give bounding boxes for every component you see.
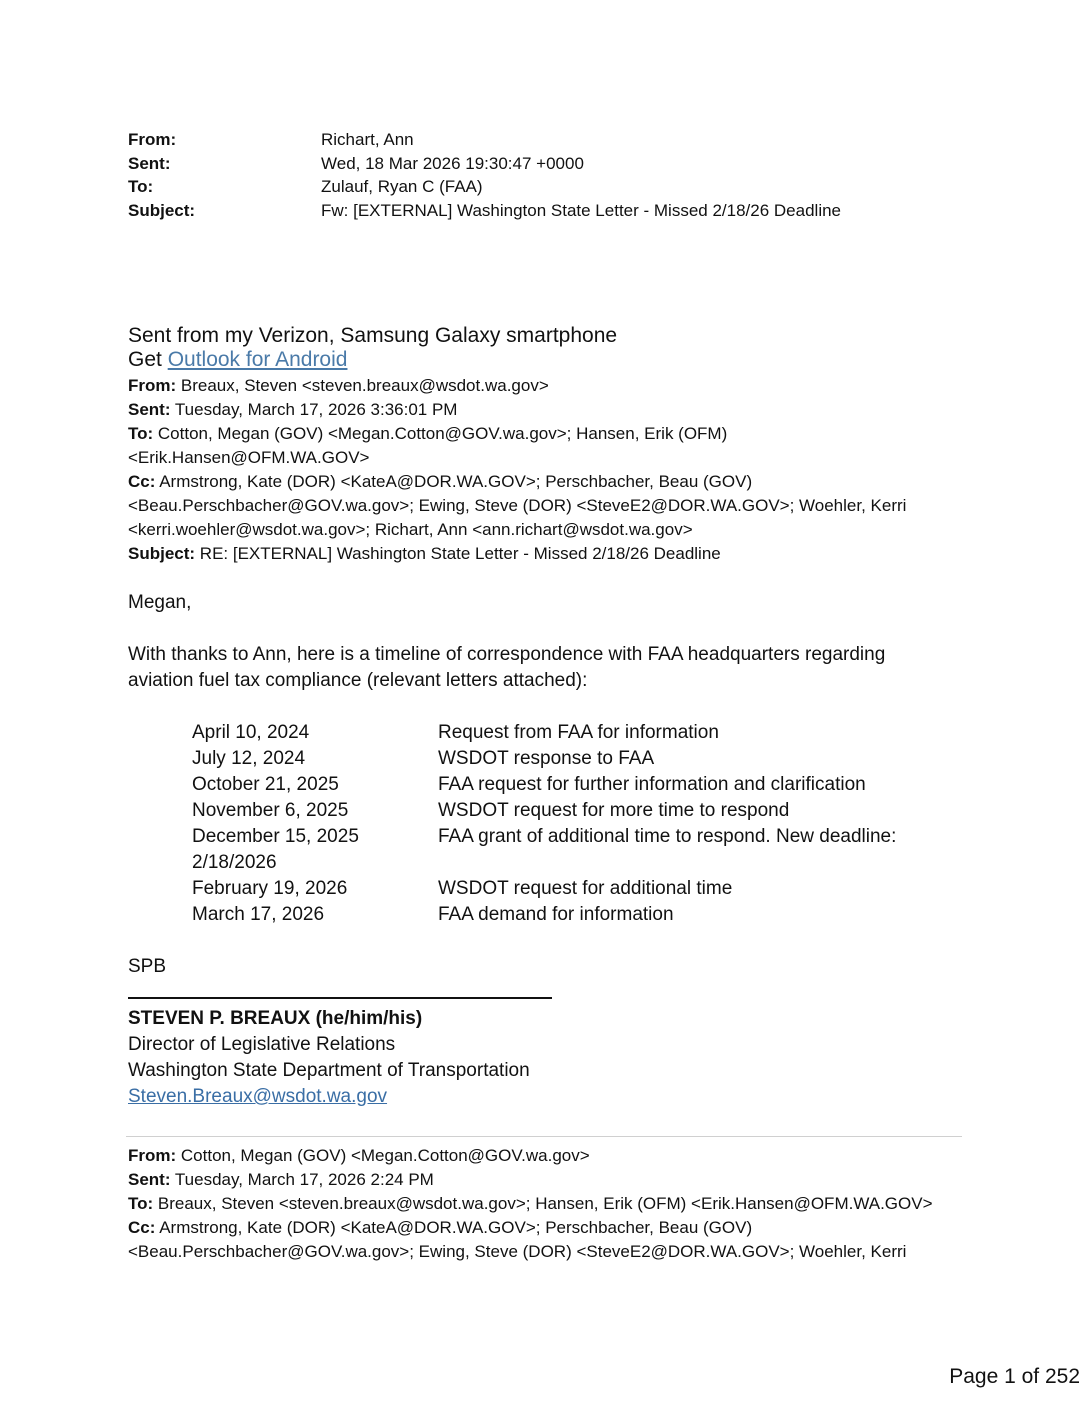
timeline-table [192,720,952,928]
signature-email-link[interactable]: Steven.Breaux@wsdot.wa.gov [128,1086,388,1107]
header-from-row [128,130,1028,154]
mobile-sent-line: Sent from my Verizon, Samsung Galaxy smartphone [128,324,618,347]
msg2-cc-label: Cc: [128,1218,156,1237]
msg1-to-line [128,422,768,470]
subject-label: Subject: [128,200,196,220]
msg1-subject-value: RE: [EXTERNAL] Washington State Letter - Missed 2/18/26 Deadline [195,544,721,563]
msg2-to-value: Breaux, Steven <steven.breaux@wsdot.wa.gov>; Hansen, Erik (OFM) <Erik.Hansen@OFM.WA.GOV> [153,1194,933,1213]
timeline-desc: FAA demand for information [438,904,674,925]
header-to-row [128,177,1028,201]
greeting: Megan, [128,592,192,613]
header-sent-row [128,154,1028,178]
msg2-cc-value: Armstrong, Kate (DOR) <KateA@DOR.WA.GOV>; Perschbacher, Beau (GOV) <Beau.Perschbacher@GOV.wa.gov>; Ewing, Steve (DOR) <SteveE2@DOR.WA.GOV>; Woehler, Kerri [128,1218,907,1261]
sent-value: Wed, 18 Mar 2026 19:30:47 +0000 [321,153,584,173]
forwarded-message-header [128,374,968,566]
msg2-from-line [128,1144,968,1168]
msg2-from-value: Cotton, Megan (GOV) <Megan.Cotton@GOV.wa.gov> [176,1146,590,1165]
msg1-from-label: From: [128,376,177,395]
timeline-row [192,720,952,746]
timeline-date: November 6, 2025 [192,800,349,821]
page-number: Page 1 of 252 [949,1365,1080,1388]
message-separator [126,1136,962,1137]
timeline-row [192,876,952,902]
earlier-message-header [128,1144,968,1264]
msg1-to-label: To: [128,424,154,443]
msg2-from-label: From: [128,1146,177,1165]
mobile-signature [128,324,968,372]
timeline-desc: FAA request for further information and clarification [438,774,866,795]
sent-label: Sent: [128,153,171,173]
timeline-row-continuation [192,850,952,876]
signature-name: STEVEN P. BREAUX (he/him/his) [128,1008,423,1029]
msg1-from-line [128,374,968,398]
timeline-desc-continuation: 2/18/2026 [192,852,277,873]
timeline-date: October 21, 2025 [192,774,339,795]
timeline-row [192,798,952,824]
msg2-sent-line [128,1168,968,1192]
from-label: From: [128,130,177,149]
timeline-desc: Request from FAA for information [438,722,719,743]
mobile-get-line [128,348,968,372]
msg2-sent-value: Tuesday, March 17, 2026 2:24 PM [170,1170,434,1189]
email-signature [128,1006,968,1110]
timeline-row [192,902,952,928]
to-label: To: [128,177,154,196]
msg2-to-line [128,1192,978,1216]
msg1-subject-label: Subject: [128,544,196,563]
msg1-subject-line [128,542,968,566]
msg2-cc-line [128,1216,928,1264]
msg1-cc-value: Armstrong, Kate (DOR) <KateA@DOR.WA.GOV>; Perschbacher, Beau (GOV) <Beau.Perschbacher@GOV.wa.gov>; Ewing, Steve (DOR) <SteveE2@DOR.WA.GOV>; Woehler, Kerri <kerri.woehler@wsdot.wa.gov>; Richart, Ann <ann.richart@wsdot.wa.gov> [128,472,907,539]
timeline-date: December 15, 2025 [192,826,359,847]
timeline-row [192,746,952,772]
msg1-cc-line [128,470,928,542]
to-value: Zulauf, Ryan C (FAA) [321,177,483,196]
timeline-desc: WSDOT response to FAA [438,748,655,769]
email-header [128,130,1028,224]
msg1-sent-line [128,398,968,422]
msg1-cc-label: Cc: [128,472,156,491]
timeline-date: February 19, 2026 [192,878,348,899]
timeline-date: April 10, 2024 [192,722,310,743]
outlook-for-android-link[interactable]: Outlook for Android [167,348,348,371]
msg1-sent-value: Tuesday, March 17, 2026 3:36:01 PM [170,400,458,419]
timeline-row [192,772,952,798]
signature-organization: Washington State Department of Transportation [128,1060,530,1081]
msg1-from-value: Breaux, Steven <steven.breaux@wsdot.wa.gov> [176,376,549,395]
timeline-desc: WSDOT request for additional time [438,878,733,899]
msg1-to-value: Cotton, Megan (GOV) <Megan.Cotton@GOV.wa.gov>; Hansen, Erik (OFM) <Erik.Hansen@OFM.WA.GOV> [128,424,728,467]
timeline-row [192,824,952,850]
header-subject-row [128,201,1028,225]
intro-paragraph: With thanks to Ann, here is a timeline of correspondence with FAA headquarters regarding aviation fuel tax compliance (relevant letters attached): [128,644,886,691]
from-value: Richart, Ann [321,130,414,149]
get-prefix: Get [128,348,168,371]
msg2-to-label: To: [128,1194,154,1213]
timeline-desc: FAA grant of additional time to respond. New deadline: [438,826,897,847]
msg1-sent-label: Sent: [128,400,171,419]
msg2-sent-label: Sent: [128,1170,171,1189]
sender-initials: SPB [128,956,167,977]
signature-title: Director of Legislative Relations [128,1034,396,1055]
timeline-date: March 17, 2026 [192,904,325,925]
subject-value: Fw: [EXTERNAL] Washington State Letter - Missed 2/18/26 Deadline [321,200,842,220]
timeline-date: July 12, 2024 [192,748,306,769]
timeline-desc: WSDOT request for more time to respond [438,800,790,821]
signature-divider [128,997,552,999]
